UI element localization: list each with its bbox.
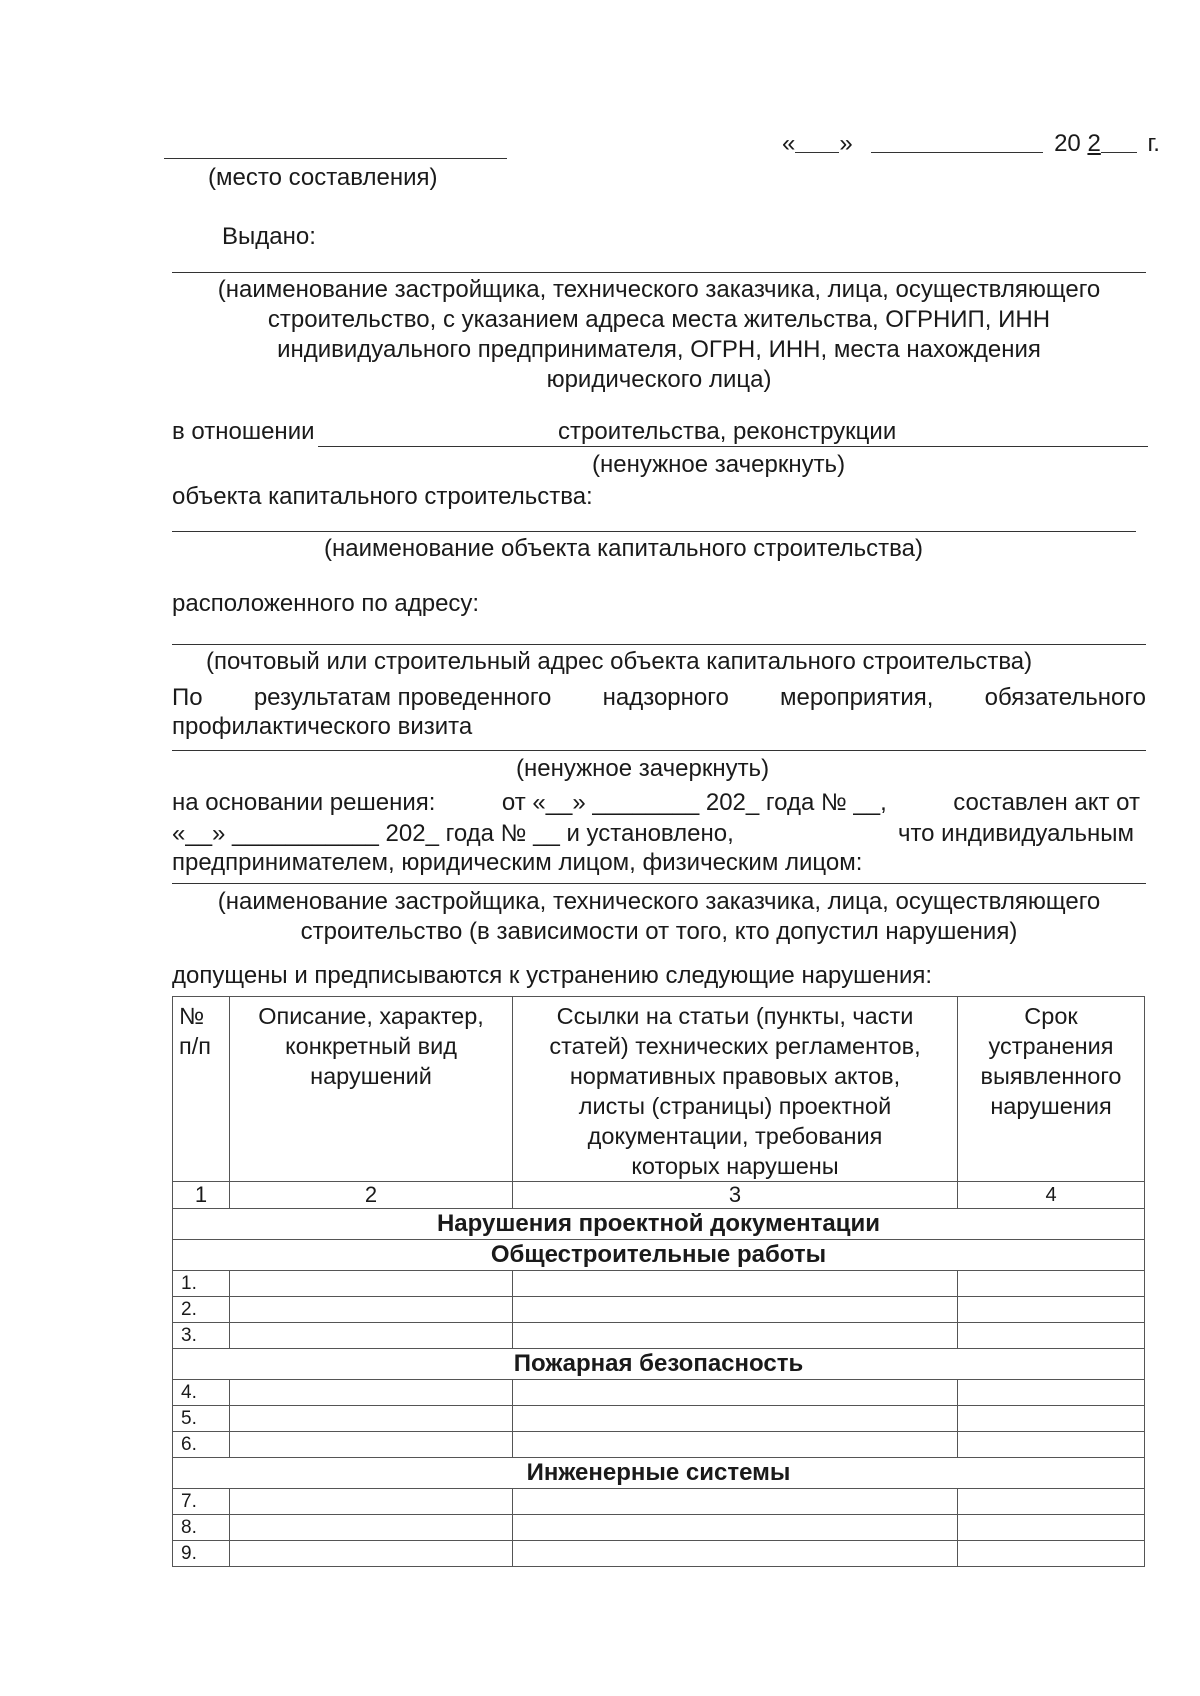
- month-blank[interactable]: [871, 132, 1043, 153]
- relation-strike-note: (ненужное зачеркнуть): [592, 451, 846, 478]
- header-deadline: [958, 997, 1145, 1182]
- basis-l2-part-1: «__» ___________ 202_ года № __ и установлено,: [172, 820, 734, 847]
- table-row: [173, 1432, 1145, 1458]
- table-title-row: [173, 1209, 1145, 1240]
- date-open-quote: «: [782, 130, 796, 157]
- header-deadline-line-4: нарушения: [990, 1093, 1112, 1119]
- row-number: 2.: [173, 1297, 230, 1323]
- deadline-cell[interactable]: [958, 1323, 1145, 1349]
- description-cell[interactable]: [230, 1271, 513, 1297]
- basis-line-3: предпринимателем, юридическим лицом, физическим лицом:: [172, 849, 863, 876]
- address-caption: (почтовый или строительный адрес объекта капитального строительства): [206, 648, 1033, 675]
- section-row: [173, 1349, 1145, 1380]
- header-description-line-3: нарушений: [310, 1063, 432, 1089]
- reference-cell[interactable]: [513, 1515, 958, 1541]
- header-references-line-5: документации, требования: [587, 1123, 883, 1149]
- deadline-cell[interactable]: [958, 1406, 1145, 1432]
- row-number: 1.: [173, 1271, 230, 1297]
- address-line[interactable]: [172, 644, 1146, 645]
- place-caption: (место составления): [208, 164, 438, 191]
- row-number: 7.: [173, 1489, 230, 1515]
- deadline-cell[interactable]: [958, 1380, 1145, 1406]
- results-word-5: обязательного: [984, 684, 1146, 711]
- deadline-cell[interactable]: [958, 1489, 1145, 1515]
- header-references-line-1: Ссылки на статьи (пункты, части: [556, 1003, 914, 1029]
- violations-table: [172, 996, 1145, 1567]
- table-row: [173, 1271, 1145, 1297]
- deadline-cell[interactable]: [958, 1271, 1145, 1297]
- table-row: [173, 1297, 1145, 1323]
- violations-intro: допущены и предписываются к устранению следующие нарушения:: [172, 962, 933, 989]
- results-word-4: мероприятия,: [780, 684, 934, 711]
- object-caption: (наименование объекта капитального строительства): [324, 535, 923, 562]
- relation-line[interactable]: [318, 446, 1148, 447]
- results-word-3: надзорного: [602, 684, 729, 711]
- violator-line[interactable]: [172, 883, 1146, 884]
- header-number: [173, 997, 230, 1182]
- year-blank[interactable]: [1101, 132, 1137, 153]
- reference-cell[interactable]: [513, 1541, 958, 1567]
- issued-caption-line-3: индивидуального предпринимателя, ОГРН, ИНН, места нахождения: [277, 336, 1041, 363]
- header-description-line-2: конкретный вид: [285, 1033, 457, 1059]
- row-number: 5.: [173, 1406, 230, 1432]
- header-references-line-2: статей) технических регламентов,: [549, 1033, 921, 1059]
- section-row: [173, 1240, 1145, 1271]
- column-number: 2: [230, 1182, 513, 1209]
- basis-line-2: [172, 820, 1134, 848]
- reference-cell[interactable]: [513, 1489, 958, 1515]
- section-title: Пожарная безопасность: [173, 1349, 1145, 1380]
- issued-caption-line-2: строительство, с указанием адреса места жительства, ОГРНИП, ИНН: [267, 306, 1051, 333]
- column-number-row: [173, 1182, 1145, 1209]
- results-line-2: профилактического визита: [172, 713, 473, 740]
- header-deadline-line-2: устранения: [988, 1033, 1114, 1059]
- date-field: [782, 132, 1160, 156]
- section-row: [173, 1458, 1145, 1489]
- header-number-line-2: п/п: [179, 1033, 211, 1059]
- reference-cell[interactable]: [513, 1432, 958, 1458]
- reference-cell[interactable]: [513, 1297, 958, 1323]
- header-references-line-3: нормативных правовых актов,: [569, 1063, 901, 1089]
- row-number: 6.: [173, 1432, 230, 1458]
- table-row: [173, 1541, 1145, 1567]
- violator-caption-line-2: строительство (в зависимости от того, кто допустил нарушения): [300, 918, 1018, 945]
- date-close-quote: »: [839, 130, 853, 157]
- basis-l1-part-2: от «__» ________ 202_ года № __,: [501, 789, 887, 816]
- description-cell[interactable]: [230, 1406, 513, 1432]
- header-description: [230, 997, 513, 1182]
- results-strike-note: (ненужное зачеркнуть): [516, 755, 770, 782]
- description-cell[interactable]: [230, 1489, 513, 1515]
- issued-caption-line-1: (наименование застройщика, технического заказчика, лица, осуществляющего: [217, 276, 1101, 303]
- header-deadline-line-1: Срок: [1024, 1003, 1078, 1029]
- issued-caption-line-4: юридического лица): [546, 366, 772, 393]
- row-number: 4.: [173, 1380, 230, 1406]
- header-deadline-line-3: выявленного: [980, 1063, 1122, 1089]
- deadline-cell[interactable]: [958, 1432, 1145, 1458]
- description-cell[interactable]: [230, 1323, 513, 1349]
- table-row: [173, 1323, 1145, 1349]
- description-cell[interactable]: [230, 1541, 513, 1567]
- year-suffix: г.: [1147, 130, 1160, 157]
- table-row: [173, 1489, 1145, 1515]
- results-word-2: результатам проведенного: [253, 684, 552, 711]
- violator-caption-line-1: (наименование застройщика, технического заказчика, лица, осуществляющего: [217, 888, 1101, 915]
- deadline-cell[interactable]: [958, 1515, 1145, 1541]
- basis-l1-part-3: составлен акт от: [953, 789, 1140, 816]
- section-title: Общестроительные работы: [173, 1240, 1145, 1271]
- issued-caption: [150, 275, 1168, 395]
- year-digit[interactable]: 2: [1087, 130, 1101, 157]
- issued-line[interactable]: [172, 272, 1146, 273]
- table-row: [173, 1515, 1145, 1541]
- header-references-line-4: листы (страницы) проектной: [578, 1093, 892, 1119]
- column-number: 1: [173, 1182, 230, 1209]
- description-cell[interactable]: [230, 1297, 513, 1323]
- object-line[interactable]: [172, 531, 1136, 532]
- reference-cell[interactable]: [513, 1406, 958, 1432]
- table-row: [173, 1380, 1145, 1406]
- object-label: объекта капитального строительства:: [172, 483, 593, 510]
- description-cell[interactable]: [230, 1515, 513, 1541]
- year-prefix: 20: [1054, 130, 1081, 157]
- deadline-cell[interactable]: [958, 1297, 1145, 1323]
- reference-cell[interactable]: [513, 1271, 958, 1297]
- column-number: 4: [958, 1182, 1145, 1209]
- section-title: Инженерные системы: [173, 1458, 1145, 1489]
- table-header-row: [173, 997, 1145, 1182]
- column-number: 3: [513, 1182, 958, 1209]
- basis-l2-part-2: что индивидуальным: [897, 820, 1134, 847]
- violator-caption: [150, 887, 1168, 947]
- results-word-1: По: [172, 684, 203, 711]
- row-number: 9.: [173, 1541, 230, 1567]
- deadline-cell[interactable]: [958, 1541, 1145, 1567]
- relation-options: строительства, реконструкции: [558, 418, 897, 445]
- header-references-line-6: которых нарушены: [631, 1153, 839, 1179]
- reference-cell[interactable]: [513, 1380, 958, 1406]
- relation-label: в отношении: [172, 418, 315, 445]
- table-row: [173, 1406, 1145, 1432]
- header-number-line-1: №: [179, 1003, 205, 1029]
- results-line[interactable]: [172, 750, 1146, 751]
- description-cell[interactable]: [230, 1432, 513, 1458]
- place-line[interactable]: [164, 158, 507, 159]
- basis-line-1: [172, 789, 1140, 817]
- day-blank[interactable]: [795, 132, 839, 153]
- description-cell[interactable]: [230, 1380, 513, 1406]
- address-label: расположенного по адресу:: [172, 590, 480, 617]
- issued-label: Выдано:: [222, 223, 316, 250]
- row-number: 8.: [173, 1515, 230, 1541]
- results-line-1: [172, 684, 1146, 712]
- row-number: 3.: [173, 1323, 230, 1349]
- header-references: [513, 997, 958, 1182]
- basis-l1-part-1: на основании решения:: [172, 789, 436, 816]
- reference-cell[interactable]: [513, 1323, 958, 1349]
- table-title: Нарушения проектной документации: [173, 1209, 1145, 1240]
- header-description-line-1: Описание, характер,: [258, 1003, 484, 1029]
